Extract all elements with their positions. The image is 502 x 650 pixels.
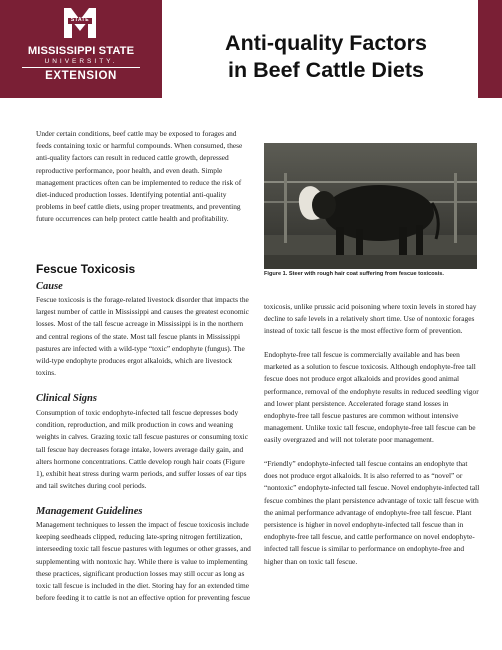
university-logo-icon bbox=[62, 6, 98, 40]
extension-banner bbox=[0, 0, 162, 98]
title-line-1: Anti-quality Factors bbox=[225, 31, 427, 55]
steer-photo bbox=[264, 143, 477, 269]
banner-accent bbox=[478, 0, 502, 98]
right-paragraph-1: toxicosis, unlike prussic acid poisoning where toxin levels in stored hay decline to safe levels in a relatively short time. Use of nontoxic forages instead of toxic tall fescue is the most effective form of prevention. bbox=[264, 302, 477, 336]
intro-paragraph: Under certain conditions, beef cattle may be exposed to forages and feeds containing toxic or harmful compounds. When consumed, these anti-quality factors can result in reduced cattle growth, depressed reproductive performance, poor health, and even death. Simple management practices often can be implemented to reduce the risk of diet-induced production losses. Identifying potential anti-quality problems in beef cattle diets, using proper treatments, and preventing future occurrences can help protect cattle health and profitability. bbox=[36, 129, 243, 224]
logo-badge: STATE bbox=[70, 17, 90, 23]
right-paragraph-2: Endophyte-free tall fescue is commercially available and has been marketed as a solution to fescue toxicosis. Although endophyte-free tall fescue does not produce ergot alkaloids and provides good animal performance, removal of the endophyte results in reduced seedling vigor and lower plant persistence. Accelerated forage stand losses in endophyte-free tall fescue pastures are common without intensive management. Unlike toxic tall fescue, endophyte-free tall fescue can be easily overgrazed and will not tolerate poor management. bbox=[264, 350, 479, 445]
subheading-cause: Cause bbox=[36, 281, 63, 292]
logo-university: UNIVERSITY. bbox=[44, 58, 118, 65]
figure-caption: Figure 1. Steer with rough hair coat suffering from fescue toxicosis. bbox=[264, 271, 444, 277]
document-title bbox=[196, 30, 456, 84]
logo-extension: EXTENSION bbox=[45, 70, 117, 82]
cause-paragraph: Fescue toxicosis is the forage-related livestock disorder that impacts the largest number of cattle in Mississippi and causes the greatest economic losses. Most of the tall fescue acreage in Mississippi is in the northern and central regions of the state. Most tall fescue plants in Mississippi pastures are infected with a wild-type “toxic” endophyte (fungus). The wild-type endophyte produces ergot alkaloids, which are livestock toxins. bbox=[36, 295, 249, 378]
logo-title: MISSISSIPPI STATE bbox=[27, 45, 135, 57]
right-paragraph-3: “Friendly” endophyte-infected tall fescue contains an endophyte that does not produce ergot alkaloids. It is also referred to as “novel” or “nontoxic” endophyte-infected tall fescue. Novel endophyte-infected tall fescue combines the plant persistence advantage of toxic tall fescue with the animal performance advantage of endophyte-free tall fescue. Plant persistence is higher in novel endophyte-infected tall fescue than in endophyte-free tall fescue, and cattle performance on novel endophyte-infected tall fescue is similar to performance on endophyte-free and higher than on toxic tall fescue. bbox=[264, 459, 480, 566]
section-heading-fescue: Fescue Toxicosis bbox=[36, 262, 136, 276]
steer-photo-illustration bbox=[264, 143, 477, 269]
subheading-management: Management Guidelines bbox=[36, 506, 143, 517]
title-line-2: in Beef Cattle Diets bbox=[228, 58, 424, 82]
subheading-clinical-signs: Clinical Signs bbox=[36, 393, 97, 404]
clinical-signs-paragraph: Consumption of toxic endophyte-infected tall fescue depresses body condition, reproduction, and milk production in cows and weaning weights in calves. Grazing toxic tall fescue pastures or consuming toxic tall fescue hay decreases forage intake, lowers average daily gain, and alters hormone concentrations. Cattle develop rough hair coats (Figure 1), exhibit heat stress during warm periods, and suffer losses of ear tips and tail switches during cool periods. bbox=[36, 408, 249, 491]
logo-divider bbox=[22, 67, 140, 68]
management-paragraph: Management techniques to lessen the impact of fescue toxicosis include keeping seedheads clipped, reducing late-spring nitrogen fertilization, interseeding toxic tall fescue pastures with legumes or other grasses, and supplementing with nontoxic hay. While there is value to implementing these practices, significant production losses may still occur as long as toxic tall fescue is included in the diet. Storing hay for an extended time before feeding it to cattle is not an effective option for preventing fescue bbox=[36, 520, 251, 603]
